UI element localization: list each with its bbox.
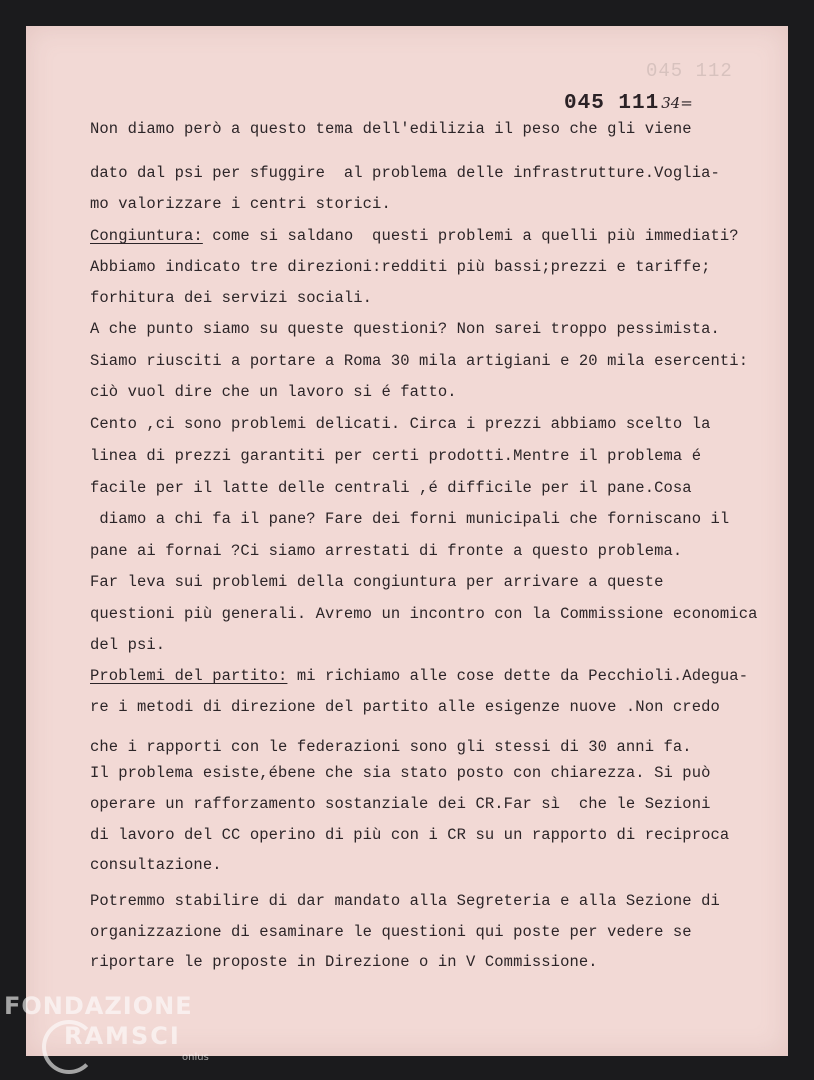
watermark-line3: onlus xyxy=(182,1052,209,1063)
text-line: Cento ,ci sono problemi delicati. Circa i prezzi abbiamo scelto la xyxy=(90,415,711,433)
text-line: che i rapporti con le federazioni sono gli stessi di 30 anni fa. xyxy=(90,738,692,756)
text-line: linea di prezzi garantiti per certi prodotti.Mentre il problema é xyxy=(90,447,702,465)
text-line: Far leva sui problemi della congiuntura per arrivare a queste xyxy=(90,573,664,591)
text-line: Abbiamo indicato tre direzioni:redditi più bassi;prezzi e tariffe; xyxy=(90,258,711,276)
logo-ring-icon xyxy=(42,1020,96,1074)
text-line xyxy=(90,669,748,685)
text-line: consultazione. xyxy=(90,856,222,874)
section-heading-problemi-del-partito: Problemi del partito: xyxy=(90,667,288,685)
watermark-logo xyxy=(4,992,209,1063)
text-line: operare un rafforzamento sostanziale dei CR.Far sì che le Sezioni xyxy=(90,795,711,813)
text-line: Il problema esiste,ébene che sia stato posto con chiarezza. Si può xyxy=(90,764,711,782)
text-line-content: mi richiamo alle cose dette da Pecchioli.Adegua- xyxy=(287,667,749,685)
text-line: diamo a chi fa il pane? Fare dei forni municipali che forniscano il xyxy=(90,510,730,528)
text-line: del psi. xyxy=(90,636,166,654)
text-line: facile per il latte delle centrali ,é difficile per il pane.Cosa xyxy=(90,479,692,497)
section-heading-congiuntura: Congiuntura: xyxy=(90,227,203,245)
text-line xyxy=(90,229,739,245)
text-line: dato dal psi per sfuggire al problema delle infrastrutture.Voglia- xyxy=(90,164,720,182)
text-line-content: come si saldano questi problemi a quelli più immediati? xyxy=(202,227,739,245)
text-line: organizzazione di esaminare le questioni qui poste per vedere se xyxy=(90,923,692,941)
text-line: pane ai fornai ?Ci siamo arrestati di fronte a questo problema. xyxy=(90,542,683,560)
text-line: re i metodi di direzione del partito alle esigenze nuove .Non credo xyxy=(90,698,720,716)
text-line: ciò vuol dire che un lavoro si é fatto. xyxy=(90,383,457,401)
text-line: Potremmo stabilire di dar mandato alla Segreteria e alla Sezione di xyxy=(90,892,720,910)
text-line: di lavoro del CC operino di più con i CR su un rapporto di reciproca xyxy=(90,826,730,844)
watermark-line2: RAMSCI xyxy=(64,1022,181,1050)
text-line: riportare le proposte in Direzione o in V Commissione. xyxy=(90,953,598,971)
handwritten-page-number: 34= xyxy=(661,94,693,112)
page-number-stamp: 045 111 xyxy=(564,92,660,115)
text-line: mo valorizzare i centri storici. xyxy=(90,195,391,213)
text-line: Non diamo però a questo tema dell'edilizia il peso che gli viene xyxy=(90,120,692,138)
text-line: forhitura dei servizi sociali. xyxy=(90,289,373,307)
text-line: A che punto siamo su queste questioni? Non sarei troppo pessimista. xyxy=(90,320,720,338)
text-line: Siamo riusciti a portare a Roma 30 mila artigiani e 20 mila esercenti: xyxy=(90,352,749,370)
bleed-through-page-number: 045 112 xyxy=(646,60,733,82)
page-number xyxy=(564,92,693,115)
text-line: questioni più generali. Avremo un incontro con la Commissione economica xyxy=(90,605,758,623)
watermark-line1: FONDAZIONE xyxy=(4,992,193,1020)
